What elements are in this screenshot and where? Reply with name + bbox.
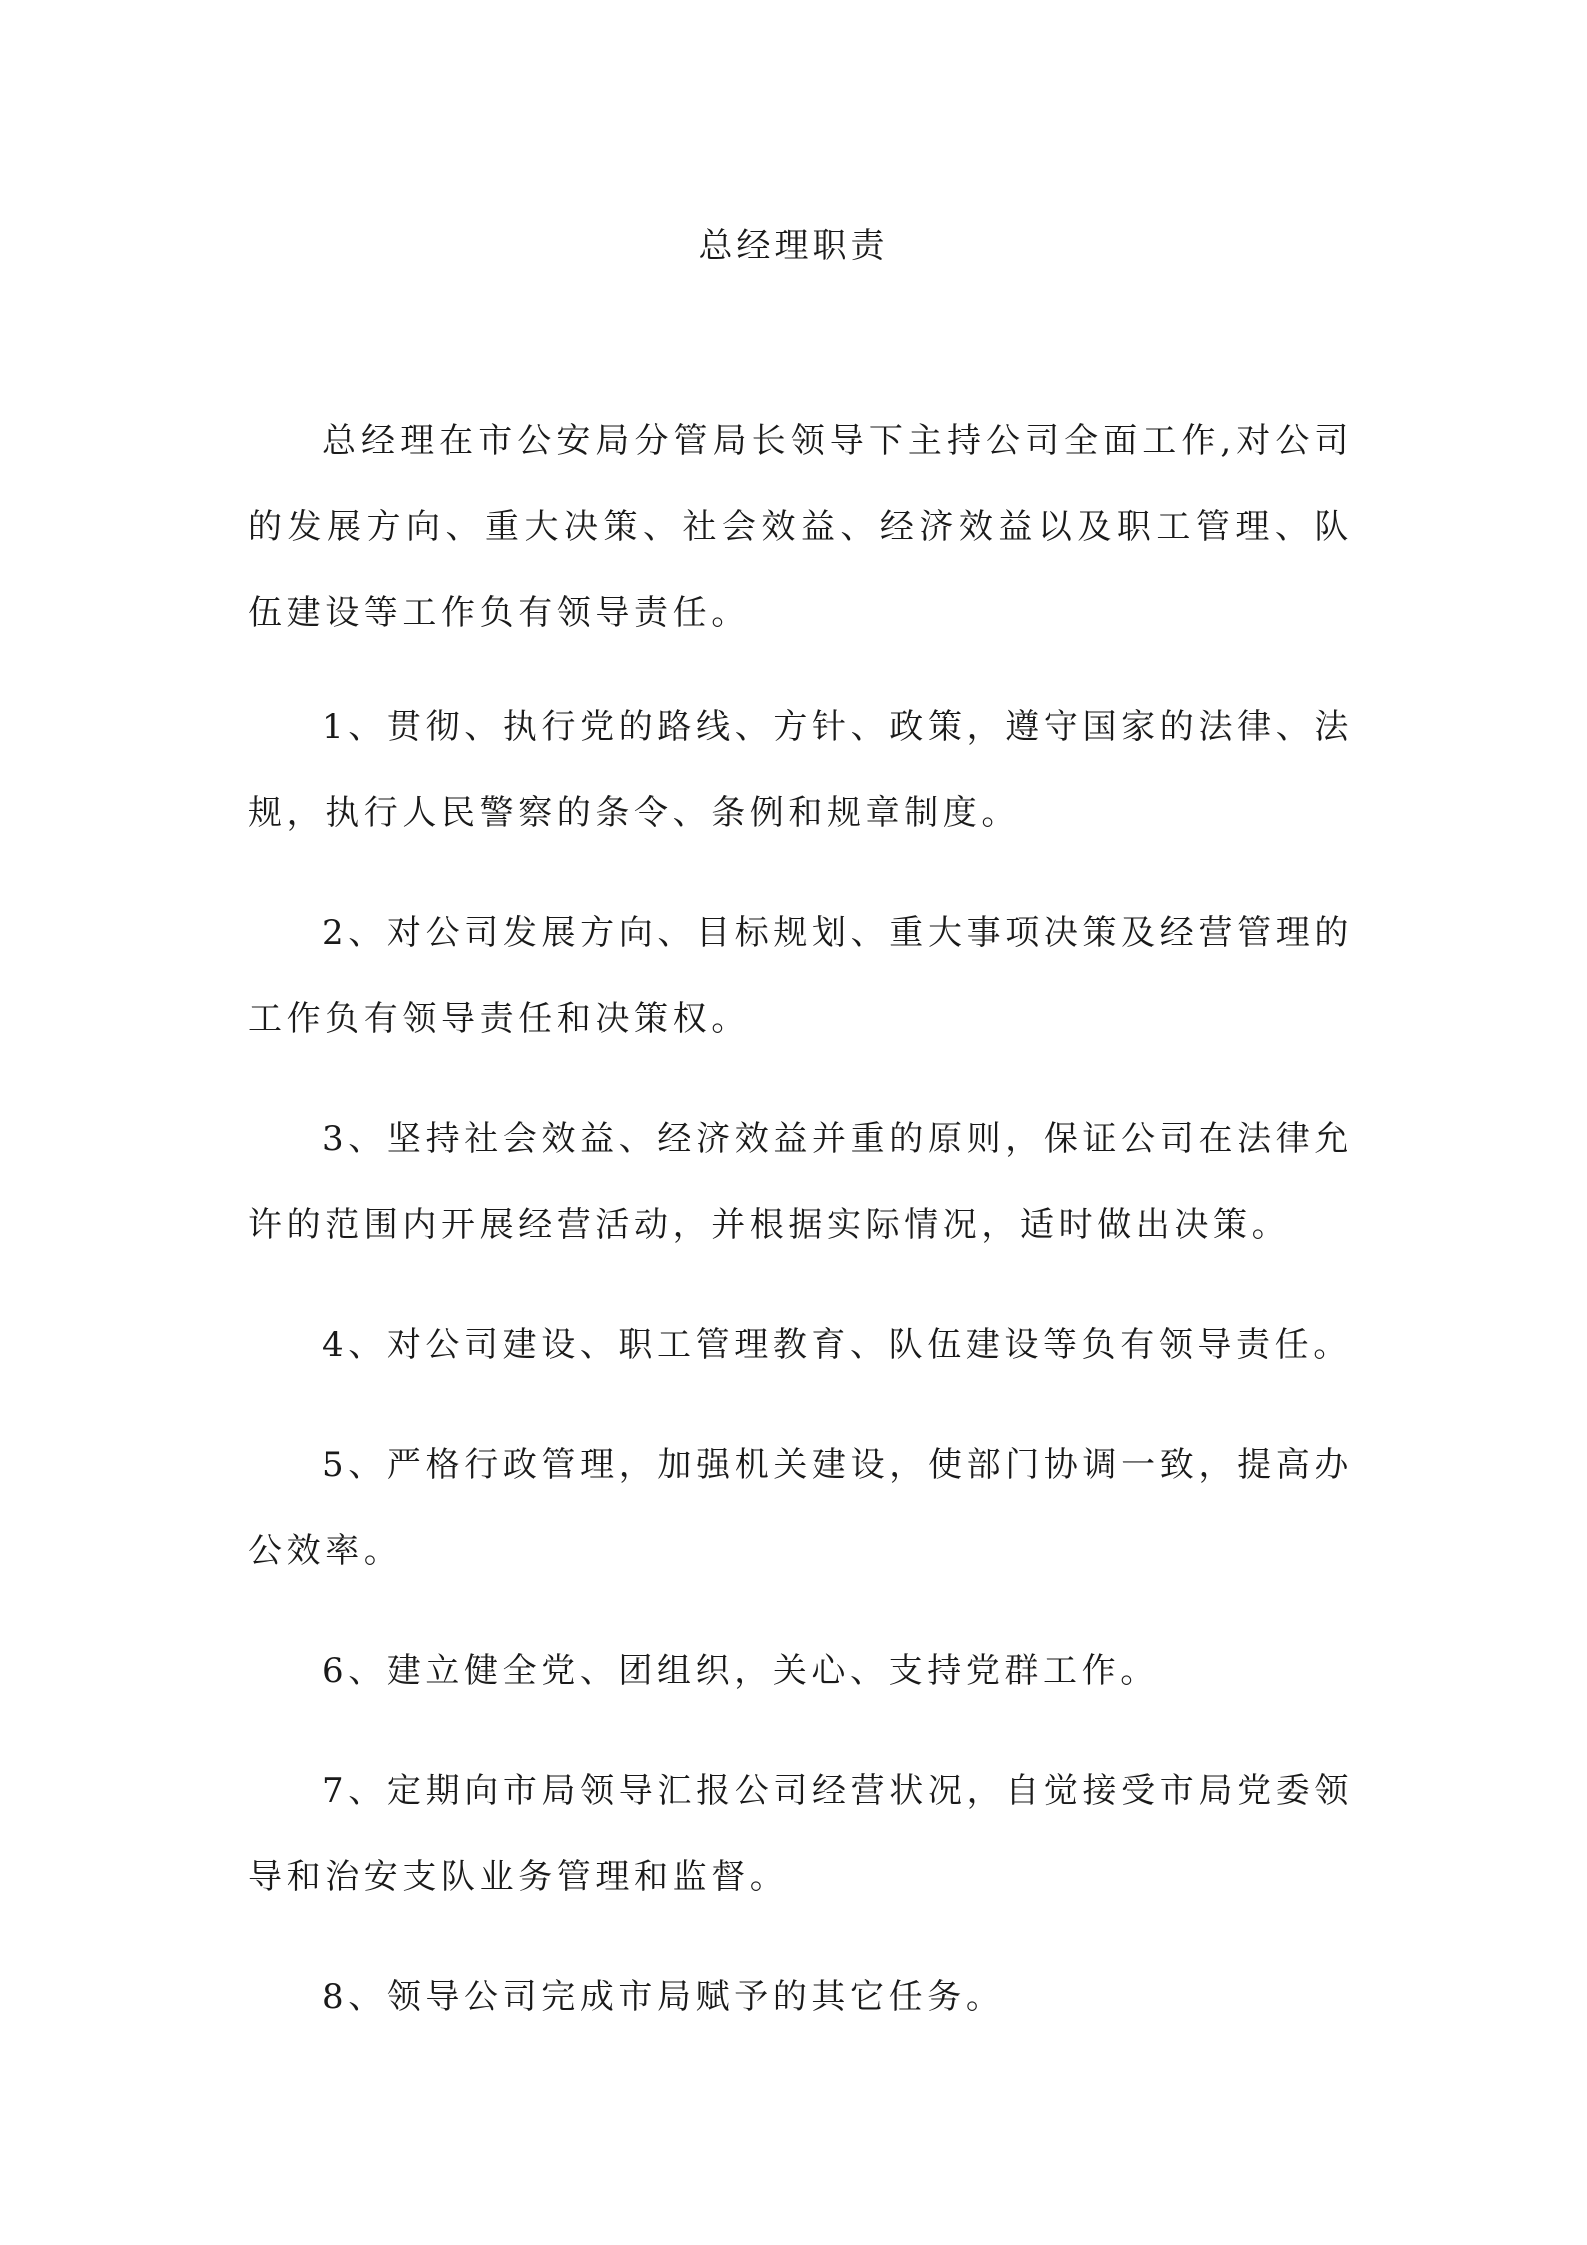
duty-item-3: 3、坚持社会效益、经济效益并重的原则，保证公司在法律允许的范围内开展经营活动，并根据实际情况，适时做出决策。	[248, 1119, 1353, 1245]
document-body	[248, 398, 1353, 2074]
duty-item-4: 4、对公司建设、职工管理教育、队伍建设等负有领导责任。	[322, 1325, 1352, 1365]
duty-item-8: 8、领导公司完成市局赋予的其它任务。	[322, 1977, 1005, 2017]
duty-item-6: 6、建立健全党、团组织，关心、支持党群工作。	[322, 1651, 1159, 1691]
duty-item-5: 5、严格行政管理，加强机关建设，使部门协调一致，提高办公效率。	[248, 1445, 1353, 1571]
page-title: 总经理职责	[698, 226, 889, 266]
duty-item-1: 1、贯彻、执行党的路线、方针、政策，遵守国家的法律、法规，执行人民警察的条令、条例和规章制度。	[248, 707, 1353, 833]
duty-item-7: 7、定期向市局领导汇报公司经营状况，自觉接受市局党委领导和治安支队业务管理和监督。	[248, 1771, 1353, 1897]
intro-paragraph: 总经理在市公安局分管局长领导下主持公司全面工作,对公司的发展方向、重大决策、社会效益、经济效益以及职工管理、队伍建设等工作负有领导责任。	[248, 421, 1353, 633]
duty-item-2: 2、对公司发展方向、目标规划、重大事项决策及经营管理的工作负有领导责任和决策权。	[248, 913, 1353, 1039]
